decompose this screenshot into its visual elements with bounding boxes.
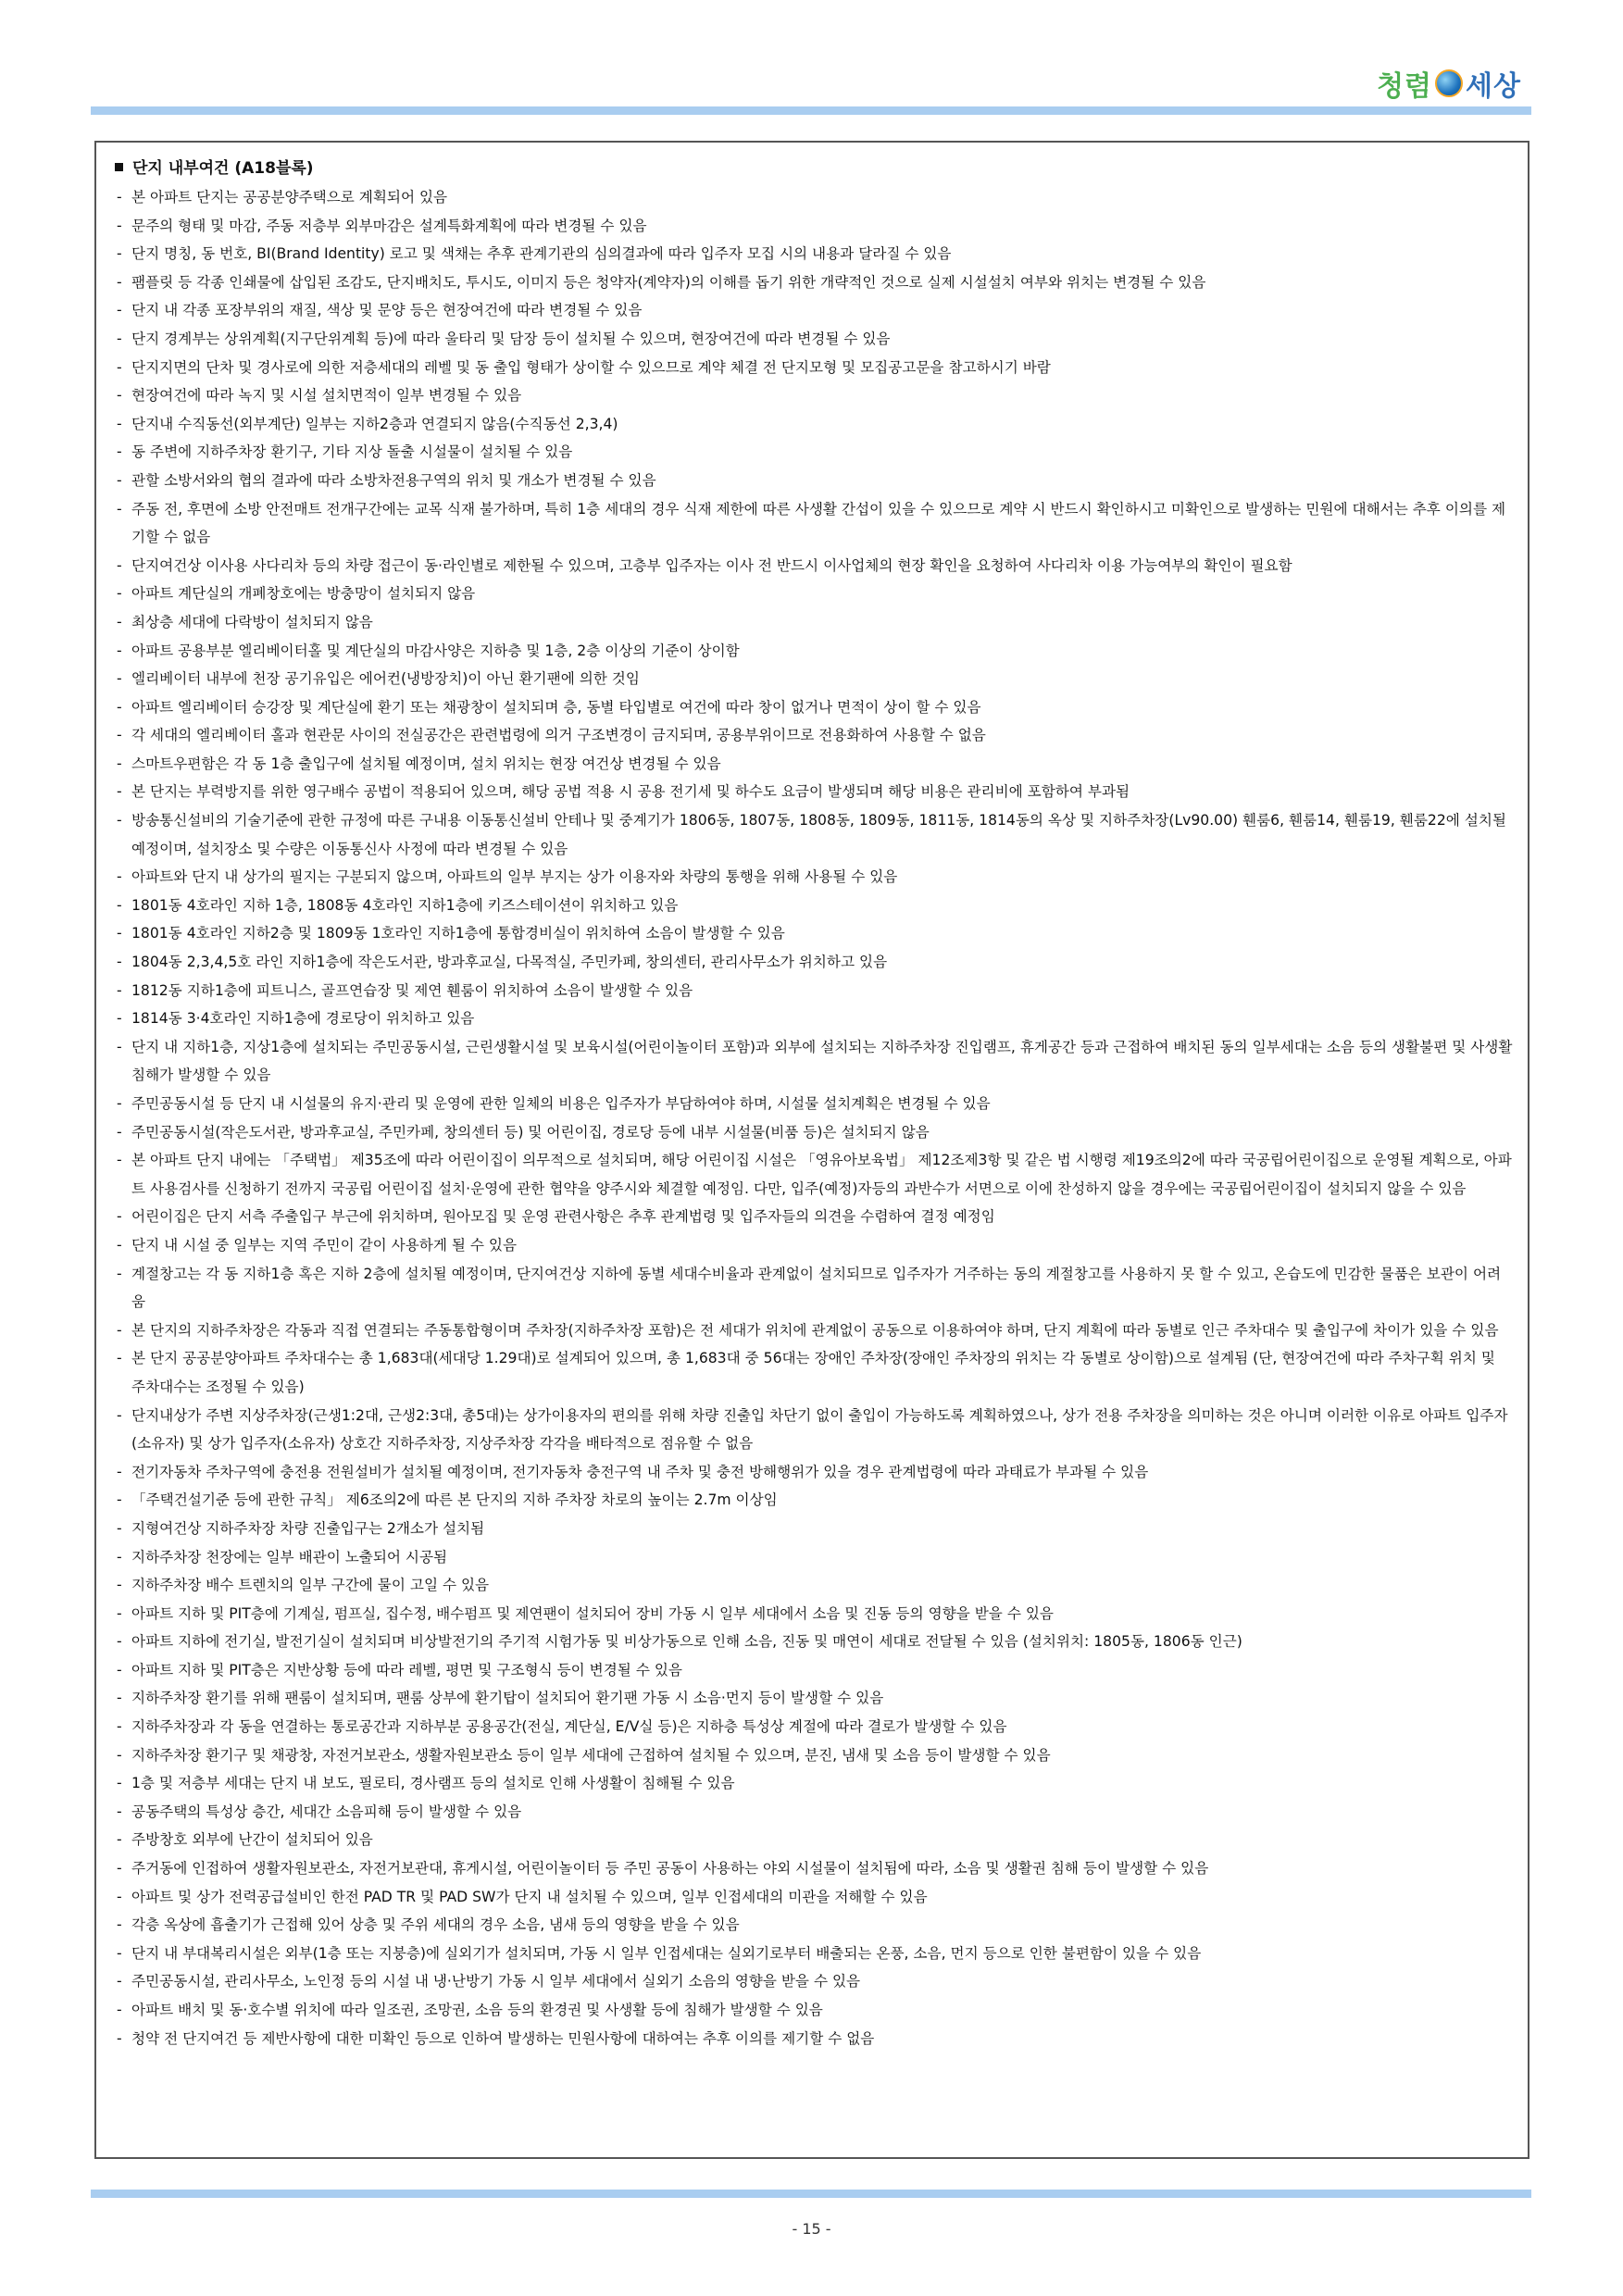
notice-item: - 청약 전 단지여건 등 제반사항에 대한 미확인 등으로 인하여 발생하는 민원사항에 대하여는 추후 이의를 제기할 수 없음 (111, 2025, 1513, 2053)
notice-item: - 아파트 계단실의 개폐창호에는 방충망이 설치되지 않음 (111, 580, 1513, 608)
notice-item: - 주방창호 외부에 난간이 설치되어 있음 (111, 1826, 1513, 1854)
notice-item: - 아파트와 단지 내 상가의 필지는 구분되지 않으며, 아파트의 일부 부지는 상가 이용자와 차량의 통행을 위해 사용될 수 있음 (111, 863, 1513, 892)
notice-item: - 지하주차장과 각 동을 연결하는 통로공간과 지하부분 공용공간(전실, 계단실, E/V실 등)은 지하층 특성상 계절에 따라 결로가 발생할 수 있음 (111, 1713, 1513, 1741)
notice-item: - 최상층 세대에 다락방이 설치되지 않음 (111, 608, 1513, 637)
logo-text-2: 세상 (1466, 70, 1521, 103)
notice-item: - 단지여건상 이사용 사다리차 등의 차량 접근이 동·라인별로 제한될 수 있으며, 고층부 입주자는 이사 전 반드시 이사업체의 현장 확인을 요청하여 사다리차 이용 가능여부의 확인이 필요함 (111, 552, 1513, 580)
notice-item: - 단지지면의 단차 및 경사로에 의한 저층세대의 레벨 및 동 출입 형태가 상이할 수 있으므로 계약 체결 전 단지모형 및 모집공고문을 참고하시기 바람 (111, 354, 1513, 382)
notice-item: - 본 아파트 단지는 공공분양주택으로 계획되어 있음 (111, 183, 1513, 212)
notice-item: - 아파트 엘리베이터 승강장 및 계단실에 환기 또는 채광창이 설치되며 층, 동별 타입별로 여건에 따라 창이 없거나 면적이 상이 할 수 있음 (111, 693, 1513, 722)
notice-item: - 각층 옥상에 흡출기가 근접해 있어 상층 및 주위 세대의 경우 소음, 냄새 등의 영향을 받을 수 있음 (111, 1911, 1513, 1940)
notice-item: - 단지 내 부대복리시설은 외부(1층 또는 지붕층)에 실외기가 설치되며, 가동 시 일부 인접세대는 실외기로부터 배출되는 온풍, 소음, 먼지 등으로 인한 불편함이 있을 수 있음 (111, 1940, 1513, 1968)
section-title: 단지 내부여건 (A18블록) (132, 159, 314, 178)
logo-globe-icon (1435, 69, 1463, 97)
notice-item: - 공동주택의 특성상 층간, 세대간 소음피해 등이 발생할 수 있음 (111, 1798, 1513, 1827)
notice-item: - 동 주변에 지하주차장 환기구, 기타 지상 돌출 시설물이 설치될 수 있음 (111, 438, 1513, 467)
page-number: - 15 - (792, 2220, 831, 2238)
notice-list (111, 183, 1513, 2053)
notice-item: - 스마트우편함은 각 동 1층 출입구에 설치될 예정이며, 설치 위치는 현장 여건상 변경될 수 있음 (111, 750, 1513, 779)
notice-item: - 지형여건상 지하주차장 차량 진출입구는 2개소가 설치됨 (111, 1515, 1513, 1543)
header-rule (91, 106, 1531, 115)
notice-item: - 단지 내 각종 포장부위의 재질, 색상 및 문양 등은 현장여건에 따라 변경될 수 있음 (111, 296, 1513, 325)
notice-item: - 각 세대의 엘리베이터 홀과 현관문 사이의 전실공간은 관련법령에 의거 구조변경이 금지되며, 공용부위이므로 전용화하여 사용할 수 없음 (111, 721, 1513, 750)
square-bullet-icon (115, 163, 123, 171)
notice-item: - 어린이집은 단지 서측 주출입구 부근에 위치하며, 원아모집 및 운영 관련사항은 추후 관계법령 및 입주자들의 의견을 수렴하여 결정 예정임 (111, 1203, 1513, 1231)
notice-item: - 아파트 지하 및 PIT층에 기계실, 펌프실, 집수정, 배수펌프 및 제연팬이 설치되어 장비 가동 시 일부 세대에서 소음 및 진동 등의 영향을 받을 수 있음 (111, 1600, 1513, 1628)
notice-item: - 현장여건에 따라 녹지 및 시설 설치면적이 일부 변경될 수 있음 (111, 381, 1513, 410)
notice-item: - 지하주차장 환기구 및 채광창, 자전거보관소, 생활자원보관소 등이 일부 세대에 근접하여 설치될 수 있으며, 분진, 냄새 및 소음 등이 발생할 수 있음 (111, 1741, 1513, 1770)
notice-item: - 지하주차장 배수 트렌치의 일부 구간에 물이 고일 수 있음 (111, 1571, 1513, 1600)
content-box (94, 141, 1529, 2159)
notice-item: - 본 단지의 지하주차장은 각동과 직접 연결되는 주동통합형이며 주차장(지하주차장 포함)은 전 세대가 위치에 관계없이 공동으로 이용하여야 하며, 단지 계획에 따라 동별로 인근 주차대수 및 출입구에 차이가 있을 수 있음 (111, 1316, 1513, 1345)
notice-item: - 계절창고는 각 동 지하1층 혹은 지하 2층에 설치될 예정이며, 단지여건상 지하에 동별 세대수비율과 관계없이 설치되므로 입주자가 거주하는 동의 계절창고를 사용하지 못 할 수 있고, 온습도에 민감한 물품은 보관이 어려움 (111, 1260, 1513, 1316)
notice-item: - 단지 내 시설 중 일부는 지역 주민이 같이 사용하게 될 수 있음 (111, 1231, 1513, 1260)
notice-item: - 단지 경계부는 상위계획(지구단위계획 등)에 따라 울타리 및 담장 등이 설치될 수 있으며, 현장여건에 따라 변경될 수 있음 (111, 325, 1513, 354)
notice-item: - 본 아파트 단지 내에는 「주택법」 제35조에 따라 어린이집이 의무적으로 설치되며, 해당 어린이집 시설은 「영유아보육법」 제12조제3항 및 같은 법 시행령 제19조의2에 따라 국공립어린이집으로 운영될 계획으로, 아파트 사용검사를 신청하기 전까지 국공립 어린이집 설치·운영에 관한 협약을 양주시와 체결할 예정임. 다만, 입주(예정)자등의 과반수가 서면으로 이에 찬성하지 않을 경우에는 국공립어린이집이 설치되지 않을 수 있음 (111, 1146, 1513, 1203)
notice-item: - 팸플릿 등 각종 인쇄물에 삽입된 조감도, 단지배치도, 투시도, 이미지 등은 청약자(계약자)의 이해를 돕기 위한 개략적인 것으로 실제 시설설치 여부와 위치는 변경될 수 있음 (111, 268, 1513, 297)
notice-item: - 아파트 지하에 전기실, 발전기실이 설치되며 비상발전기의 주기적 시험가동 및 비상가동으로 인해 소음, 진동 및 매연이 세대로 전달될 수 있음 (설치위치: 1805동, 1806동 인근) (111, 1628, 1513, 1656)
notice-item: - 아파트 및 상가 전력공급설비인 한전 PAD TR 및 PAD SW가 단지 내 설치될 수 있으며, 일부 인접세대의 미관을 저해할 수 있음 (111, 1883, 1513, 1912)
notice-item: - 주민공동시설 등 단지 내 시설물의 유지·관리 및 운영에 관한 일체의 비용은 입주자가 부담하여야 하며, 시설물 설치계획은 변경될 수 있음 (111, 1090, 1513, 1118)
notice-item: - 전기자동차 주차구역에 충전용 전원설비가 설치될 예정이며, 전기자동차 충전구역 내 주차 및 충전 방해행위가 있을 경우 관계법령에 따라 과태료가 부과될 수 있음 (111, 1458, 1513, 1487)
notice-item: - 1801동 4호라인 지하2층 및 1809동 1호라인 지하1층에 통합경비실이 위치하여 소음이 발생할 수 있음 (111, 919, 1513, 948)
notice-item: - 단지 명칭, 동 번호, BI(Brand Identity) 로고 및 색채는 추후 관계기관의 심의결과에 따라 입주자 모집 시의 내용과 달라질 수 있음 (111, 240, 1513, 268)
notice-item: - 「주택건설기준 등에 관한 규칙」 제6조의2에 따른 본 단지의 지하 주차장 차로의 높이는 2.7m 이상임 (111, 1486, 1513, 1515)
logo-text-1: 청렴 (1377, 70, 1433, 103)
notice-item: - 문주의 형태 및 마감, 주동 저층부 외부마감은 설계특화계획에 따라 변경될 수 있음 (111, 212, 1513, 241)
notice-item: - 방송통신설비의 기술기준에 관한 규정에 따른 구내용 이동통신설비 안테나 및 중계기가 1806동, 1807동, 1808동, 1809동, 1811동, 1814동의 옥상 및 지하주차장(Lv90.00) 휀룸6, 휀룸14, 휀룸19, 휀룸22에 설치될 예정이며, 설치장소 및 수량은 이동통신사 사정에 따라 변경될 수 있음 (111, 806, 1513, 863)
notice-item: - 단지 내 지하1층, 지상1층에 설치되는 주민공동시설, 근린생활시설 및 보육시설(어린이놀이터 포함)과 외부에 설치되는 지하주차장 진입램프, 휴게공간 등과 근접하여 배치된 동의 일부세대는 소음 등의 생활불편 및 사생활 침해가 발생할 수 있음 (111, 1033, 1513, 1090)
notice-item: - 1814동 3·4호라인 지하1층에 경로당이 위치하고 있음 (111, 1004, 1513, 1033)
notice-item: - 1801동 4호라인 지하 1층, 1808동 4호라인 지하1층에 키즈스테이션이 위치하고 있음 (111, 892, 1513, 920)
notice-item: - 아파트 배치 및 동·호수별 위치에 따라 일조권, 조망권, 소음 등의 환경권 및 사생활 등에 침해가 발생할 수 있음 (111, 1996, 1513, 2025)
notice-item: - 주민공동시설, 관리사무소, 노인정 등의 시설 내 냉·난방기 가동 시 일부 세대에서 실외기 소음의 영향을 받을 수 있음 (111, 1967, 1513, 1996)
notice-item: - 1804동 2,3,4,5호 라인 지하1층에 작은도서관, 방과후교실, 다목적실, 주민카페, 창의센터, 관리사무소가 위치하고 있음 (111, 948, 1513, 977)
notice-item: - 아파트 지하 및 PIT층은 지반상황 등에 따라 레벨, 평면 및 구조형식 등이 변경될 수 있음 (111, 1656, 1513, 1685)
notice-item: - 관할 소방서와의 협의 결과에 따라 소방차전용구역의 위치 및 개소가 변경될 수 있음 (111, 467, 1513, 495)
notice-item: - 1층 및 저층부 세대는 단지 내 보도, 필로티, 경사램프 등의 설치로 인해 사생활이 침해될 수 있음 (111, 1769, 1513, 1798)
notice-item: - 본 단지는 부력방지를 위한 영구배수 공법이 적용되어 있으며, 해당 공법 적용 시 공용 전기세 및 하수도 요금이 발생되며 해당 비용은 관리비에 포함하여 부과됨 (111, 778, 1513, 806)
notice-item: - 단지내 수직동선(외부계단) 일부는 지하2층과 연결되지 않음(수직동선 2,3,4) (111, 410, 1513, 439)
notice-item: - 주민공동시설(작은도서관, 방과후교실, 주민카페, 창의센터 등) 및 어린이집, 경로당 등에 내부 시설물(비품 등)은 설치되지 않음 (111, 1118, 1513, 1147)
notice-item: - 주거동에 인접하여 생활자원보관소, 자전거보관대, 휴게시설, 어린이놀이터 등 주민 공동이 사용하는 야외 시설물이 설치됨에 따라, 소음 및 생활권 침해 등이 발생할 수 있음 (111, 1854, 1513, 1883)
notice-item: - 1812동 지하1층에 피트니스, 골프연습장 및 제연 휀룸이 위치하여 소음이 발생할 수 있음 (111, 977, 1513, 1005)
notice-item: - 주동 전, 후면에 소방 안전매트 전개구간에는 교목 식재 불가하며, 특히 1층 세대의 경우 식재 제한에 따른 사생활 간섭이 있을 수 있으므로 계약 시 반드시 확인하시고 미확인으로 발생하는 민원에 대해서는 추후 이의를 제기할 수 없음 (111, 495, 1513, 552)
notice-item: - 단지내상가 주변 지상주차장(근생1:2대, 근생2:3대, 총5대)는 상가이용자의 편의를 위해 차량 진출입 차단기 없이 출입이 가능하도록 계획하였으나, 상가 전용 주차장을 의미하는 것은 아니며 이러한 이유로 아파트 입주자(소유자) 및 상가 입주자(소유자) 상호간 지하주차장, 지상주차장 각각을 배타적으로 점유할 수 없음 (111, 1402, 1513, 1458)
notice-item: - 지하주차장 천장에는 일부 배관이 노출되어 시공됨 (111, 1543, 1513, 1572)
notice-item: - 아파트 공용부분 엘리베이터홀 및 계단실의 마감사양은 지하층 및 1층, 2층 이상의 기준이 상이함 (111, 637, 1513, 666)
logo (1377, 63, 1521, 104)
section-heading (115, 156, 1513, 181)
notice-item: - 지하주차장 환기를 위해 팬룸이 설치되며, 팬룸 상부에 환기탑이 설치되어 환기팬 가동 시 소음·먼지 등이 발생할 수 있음 (111, 1684, 1513, 1713)
notice-item: - 본 단지 공공분양아파트 주차대수는 총 1,683대(세대당 1.29대)로 설계되어 있으며, 총 1,683대 중 56대는 장애인 주차장(장애인 주차장의 위치는 각 동별로 상이함)으로 설계됨 (단, 현장여건에 따라 주차구획 위치 및 주차대수는 조정될 수 있음) (111, 1344, 1513, 1401)
footer-rule (91, 2190, 1531, 2198)
notice-item: - 엘리베이터 내부에 천장 공기유입은 에어컨(냉방장치)이 아닌 환기팬에 의한 것임 (111, 665, 1513, 693)
